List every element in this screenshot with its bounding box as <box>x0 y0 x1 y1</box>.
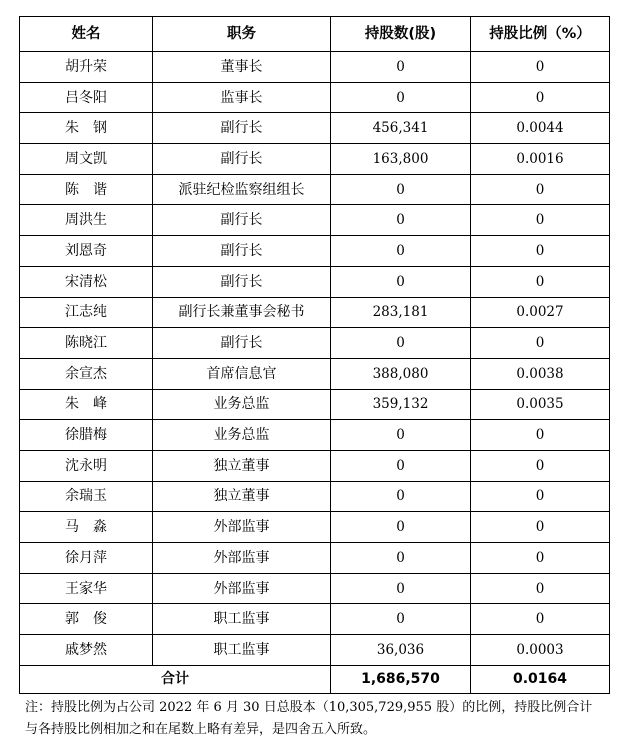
cell-title: 外部监事 <box>153 543 331 574</box>
cell-name: 周文凯 <box>20 144 153 175</box>
cell-name: 余宣杰 <box>20 358 153 389</box>
cell-name: 陈 谐 <box>20 174 153 205</box>
table-row <box>20 113 610 144</box>
cell-shares: 388,080 <box>331 358 471 389</box>
footnote <box>25 697 610 741</box>
cell-title: 副行长 <box>153 266 331 297</box>
table-row <box>20 144 610 175</box>
cell-shares: 0 <box>331 236 471 267</box>
cell-ratio: 0 <box>471 174 610 205</box>
cell-ratio: 0 <box>471 52 610 83</box>
table-row <box>20 358 610 389</box>
table-row <box>20 174 610 205</box>
cell-name: 戚梦然 <box>20 635 153 666</box>
cell-title: 业务总监 <box>153 389 331 420</box>
cell-ratio: 0.0003 <box>471 635 610 666</box>
cell-name: 朱 峰 <box>20 389 153 420</box>
cell-name: 朱 钢 <box>20 113 153 144</box>
cell-ratio: 0 <box>471 82 610 113</box>
table-row <box>20 512 610 543</box>
cell-ratio: 0 <box>471 573 610 604</box>
table-row <box>20 635 610 666</box>
cell-title: 副行长兼董事会秘书 <box>153 297 331 328</box>
header-shares: 持股数(股) <box>331 17 471 52</box>
table-row <box>20 82 610 113</box>
total-label: 合计 <box>20 665 331 693</box>
cell-name: 周洪生 <box>20 205 153 236</box>
cell-title: 副行长 <box>153 328 331 359</box>
cell-title: 副行长 <box>153 205 331 236</box>
table-row <box>20 543 610 574</box>
cell-shares: 0 <box>331 481 471 512</box>
table-row <box>20 573 610 604</box>
cell-ratio: 0 <box>471 512 610 543</box>
cell-shares: 359,132 <box>331 389 471 420</box>
cell-title: 副行长 <box>153 144 331 175</box>
table-row <box>20 266 610 297</box>
cell-title: 副行长 <box>153 236 331 267</box>
table-row <box>20 297 610 328</box>
cell-shares: 36,036 <box>331 635 471 666</box>
cell-title: 首席信息官 <box>153 358 331 389</box>
table-row <box>20 205 610 236</box>
cell-title: 业务总监 <box>153 420 331 451</box>
cell-name: 江志纯 <box>20 297 153 328</box>
cell-shares: 0 <box>331 450 471 481</box>
header-name: 姓名 <box>20 17 153 52</box>
table-header-row <box>20 17 610 52</box>
cell-title: 独立董事 <box>153 481 331 512</box>
table-row <box>20 328 610 359</box>
header-ratio: 持股比例（%） <box>471 17 610 52</box>
cell-name: 宋清松 <box>20 266 153 297</box>
total-shares: 1,686,570 <box>331 665 471 693</box>
shareholding-table <box>19 16 610 694</box>
cell-shares: 0 <box>331 52 471 83</box>
cell-shares: 163,800 <box>331 144 471 175</box>
cell-shares: 0 <box>331 174 471 205</box>
cell-title: 派驻纪检监察组组长 <box>153 174 331 205</box>
cell-name: 马 淼 <box>20 512 153 543</box>
table-row <box>20 236 610 267</box>
cell-shares: 283,181 <box>331 297 471 328</box>
cell-name: 王家华 <box>20 573 153 604</box>
cell-shares: 0 <box>331 205 471 236</box>
cell-shares: 0 <box>331 604 471 635</box>
total-ratio: 0.0164 <box>471 665 610 693</box>
cell-shares: 456,341 <box>331 113 471 144</box>
cell-ratio: 0 <box>471 328 610 359</box>
cell-name: 刘恩奇 <box>20 236 153 267</box>
cell-ratio: 0 <box>471 236 610 267</box>
cell-ratio: 0 <box>471 205 610 236</box>
cell-ratio: 0 <box>471 481 610 512</box>
cell-ratio: 0 <box>471 420 610 451</box>
cell-title: 职工监事 <box>153 604 331 635</box>
cell-name: 余瑞玉 <box>20 481 153 512</box>
table-row <box>20 52 610 83</box>
cell-ratio: 0.0016 <box>471 144 610 175</box>
cell-name: 胡升荣 <box>20 52 153 83</box>
cell-name: 沈永明 <box>20 450 153 481</box>
cell-ratio: 0.0027 <box>471 297 610 328</box>
cell-title: 外部监事 <box>153 512 331 543</box>
cell-ratio: 0.0038 <box>471 358 610 389</box>
cell-shares: 0 <box>331 512 471 543</box>
cell-title: 外部监事 <box>153 573 331 604</box>
cell-shares: 0 <box>331 573 471 604</box>
cell-ratio: 0 <box>471 266 610 297</box>
cell-title: 监事长 <box>153 82 331 113</box>
cell-name: 郭 俊 <box>20 604 153 635</box>
cell-ratio: 0.0044 <box>471 113 610 144</box>
table-row <box>20 420 610 451</box>
cell-name: 徐腊梅 <box>20 420 153 451</box>
cell-title: 独立董事 <box>153 450 331 481</box>
cell-shares: 0 <box>331 543 471 574</box>
footnote-line-1: 注：持股比例为占公司 2022 年 6 月 30 日总股本（10,305,729,955 股）的比例，持股比例合计 <box>25 700 593 715</box>
table-row <box>20 450 610 481</box>
cell-shares: 0 <box>331 82 471 113</box>
cell-shares: 0 <box>331 328 471 359</box>
cell-name: 吕冬阳 <box>20 82 153 113</box>
cell-name: 陈晓江 <box>20 328 153 359</box>
cell-ratio: 0.0035 <box>471 389 610 420</box>
shareholding-table-container <box>19 16 609 694</box>
cell-name: 徐月萍 <box>20 543 153 574</box>
header-title: 职务 <box>153 17 331 52</box>
cell-ratio: 0 <box>471 450 610 481</box>
table-row <box>20 604 610 635</box>
cell-title: 职工监事 <box>153 635 331 666</box>
table-total-row <box>20 665 610 693</box>
cell-ratio: 0 <box>471 604 610 635</box>
cell-ratio: 0 <box>471 543 610 574</box>
cell-shares: 0 <box>331 420 471 451</box>
table-row <box>20 481 610 512</box>
cell-title: 副行长 <box>153 113 331 144</box>
table-body <box>20 52 610 666</box>
footnote-line-2: 与各持股比例相加之和在尾数上略有差异，是四舍五入所致。 <box>25 722 377 737</box>
table-row <box>20 389 610 420</box>
cell-shares: 0 <box>331 266 471 297</box>
cell-title: 董事长 <box>153 52 331 83</box>
